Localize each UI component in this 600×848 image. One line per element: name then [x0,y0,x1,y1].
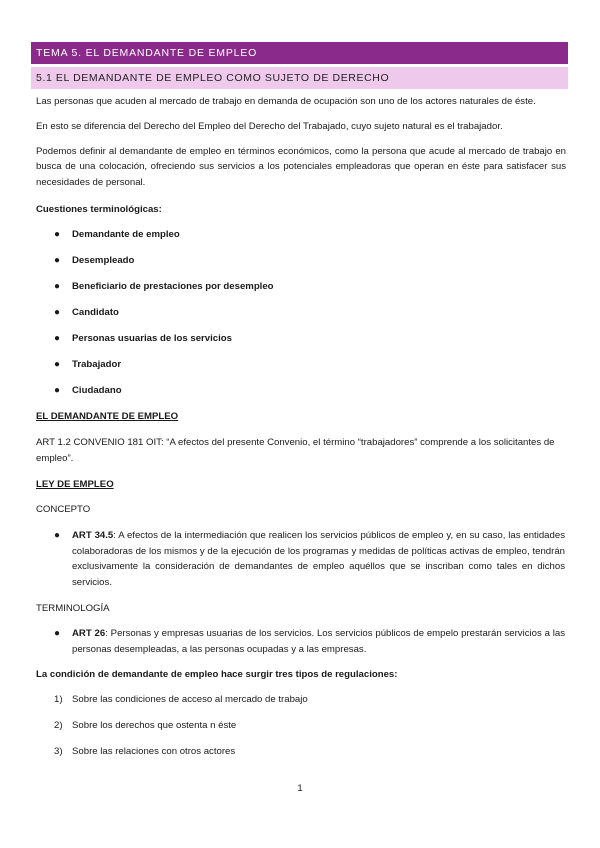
page-number: 1 [297,783,303,794]
term-item: Candidato [72,307,119,318]
bullet-icon: ● [54,255,61,266]
regulacion-item: Sobre las relaciones con otros actores [72,746,236,757]
bullet-icon: ● [54,307,61,318]
bullet-icon: ● [54,281,61,292]
term-item: Desempleado [72,255,135,266]
term-item: Ciudadano [72,385,122,396]
section-title-banner: 5.1 EL DEMANDANTE DE EMPLEO COMO SUJETO DE DERECHO [31,67,568,89]
bullet-icon: ● [54,530,61,541]
art-34-5-item [72,528,565,590]
paragraph-3: Podemos definir al demandante de empleo en términos económicos, como la persona que acude al mercado de trabajo en busca de una colocación, ofreciendo sus servicios a los potenciales empleadoras que operan en éste para satisfacer sus necesidades de personal. [36,146,566,188]
terminologia-label: TERMINOLOGÍA [36,603,110,614]
term-item: Demandante de empleo [72,229,180,240]
term-item: Trabajador [72,359,122,370]
regulacion-item: Sobre los derechos que ostenta n éste [72,720,237,731]
convenio-text: ART 1.2 CONVENIO 181 OIT: “A efectos del presente Convenio, el término “trabajadores” comprende a los solicitantes de empleo”. [36,437,555,464]
list-number: 1) [54,694,63,705]
bullet-icon: ● [54,385,61,396]
term-item: Beneficiario de prestaciones por desempleo [72,281,274,292]
tema-title-banner: TEMA 5. EL DEMANDANTE DE EMPLEO [31,42,568,64]
ley-empleo-heading: LEY DE EMPLEO [36,479,114,490]
list-number: 3) [54,746,63,757]
bullet-icon: ● [54,359,61,370]
art-34-5-text: : A efectos de la intermediación que realicen los servicios públicos de empleo y, en su caso, las entidades colaboradoras de los mismos y de la ejecución de los programas y medidas de políticas activas de empleo, tendrán exclusivamente la consideración de demandantes de empleo aquéllos que se inscriban como tales en dichos servicios. [72,530,565,588]
art-26-label: ART 26 [72,628,106,639]
bullet-icon: ● [54,333,61,344]
art-26-text: : Personas y empresas usuarias de los servicios. Los servicios públicos de empelo prestarán servicios a las personas desempleadas, a las personas ocupadas y a las empresas. [72,628,565,655]
bullet-icon: ● [54,628,61,639]
paragraph-2: En esto se diferencia del Derecho del Empleo del Derecho del Trabajado, cuyo sujeto natural es el trabajador. [36,121,503,132]
paragraph-1: Las personas que acuden al mercado de trabajo en demanda de ocupación son uno de los actores naturales de éste. [36,96,536,107]
terminologicas-heading: Cuestiones terminológicas: [36,204,162,215]
list-number: 2) [54,720,63,731]
term-item: Personas usuarias de los servicios [72,333,232,344]
regulacion-item: Sobre las condiciones de acceso al mercado de trabajo [72,694,308,705]
regulaciones-heading: La condición de demandante de empleo hace surgir tres tipos de regulaciones: [36,669,398,680]
concepto-label: CONCEPTO [36,504,91,515]
art-26-item [72,626,565,657]
art-34-5-label: ART 34.5 [72,530,114,541]
demandante-heading: EL DEMANDANTE DE EMPLEO [36,411,179,422]
bullet-icon: ● [54,229,61,240]
